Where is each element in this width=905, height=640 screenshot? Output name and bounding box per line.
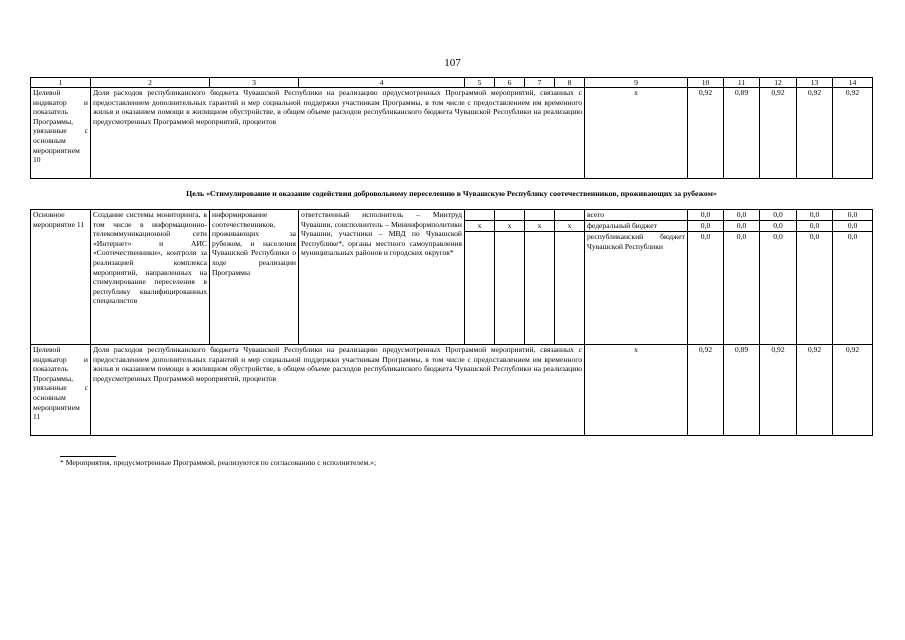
event-purpose: информирование соотечественников, проживающих за рубежом, и населения Чувашской Республики о ходе реализации Программы — [210, 210, 299, 345]
indicator-value: 0,92 — [760, 88, 797, 179]
indicator-value: 0,92 — [760, 345, 797, 436]
event-code: x — [555, 221, 585, 232]
column-number: 14 — [833, 78, 873, 88]
column-number: 2 — [91, 78, 210, 88]
empty-cell — [465, 210, 495, 221]
column-number: 9 — [585, 78, 688, 88]
column-number: 11 — [724, 78, 760, 88]
column-number: 7 — [525, 78, 555, 88]
empty-cell — [495, 232, 525, 345]
event-code: x — [525, 221, 555, 232]
indicator-description: Доля расходов республиканского бюджета Чувашской Республики на реализацию предусмотренных Программой мероприятий, связанных с предоставлением дополнительных гарантий и мер социальной поддержки участникам Программы, в том числе с предоставлением им временного жилья и оказанием помощи в жилищном обустройстве, в общем объеме расходов республиканского бюджета Чувашской Республики на реализацию предусмотренных Программой мероприятий, процентов — [91, 345, 585, 436]
empty-cell — [465, 232, 495, 345]
empty-cell — [555, 210, 585, 221]
funding-value: 0,0 — [760, 221, 797, 232]
program-table — [30, 77, 873, 436]
goal-row — [31, 179, 873, 210]
indicator-code: x — [585, 345, 688, 436]
indicator-row-11 — [31, 345, 873, 436]
funding-source: всего — [585, 210, 688, 221]
footnote: * Мероприятия, предусмотренные Программой, реализуются по согласованию с исполнителем.»; — [60, 458, 377, 467]
footnote-separator — [60, 456, 116, 457]
indicator-value: 0,92 — [797, 88, 833, 179]
indicator-description: Доля расходов республиканского бюджета Чувашской Республики на реализацию предусмотренных Программой мероприятий, связанных с предоставлением дополнительных гарантий и мер социальной поддержки участникам Программы, в том числе с предоставлением им временного жилья и оказанием помощи в жилищном обустройстве, в общем объеме расходов республиканского бюджета Чувашской Республики на реализацию предусмотренных Программой мероприятий, процентов — [91, 88, 585, 179]
indicator-label: Целевой индикатор и показатель Программы, увязанные с основным мероприятием 10 — [31, 88, 91, 179]
funding-value: 0,0 — [797, 232, 833, 345]
event-description: Создание системы мониторинга, в том числе в информационно-телекоммуникационной сети «Интернет» и АИС «Соотечественники», контроля за реализацией комплекса мероприятий, направленных на стимулирование переселения в республику квалифицированных специалистов — [91, 210, 210, 345]
empty-cell — [525, 210, 555, 221]
funding-value: 0,0 — [833, 210, 873, 221]
column-number-row — [31, 78, 873, 88]
event-executor: ответственный исполнитель – Минтруд Чувашии, соисполнитель – Мининформполитики Чувашии, участники – МВД по Чувашской Республике*, органы местного самоуправления муниципальных районов и городских округов* — [299, 210, 465, 345]
column-number: 8 — [555, 78, 585, 88]
indicator-value: 0,92 — [833, 345, 873, 436]
goal-heading: Цель «Стимулирование и оказание содействия добровольному переселению в Чувашскую Республику соотечественников, проживающих за рубежом» — [31, 179, 873, 210]
column-number: 1 — [31, 78, 91, 88]
event-row-total — [31, 210, 873, 221]
indicator-value: 0,92 — [797, 345, 833, 436]
funding-value: 0,0 — [833, 232, 873, 345]
indicator-value: 0,89 — [724, 345, 760, 436]
column-number: 13 — [797, 78, 833, 88]
funding-value: 0,0 — [797, 210, 833, 221]
funding-value: 0,0 — [724, 210, 760, 221]
funding-value: 0,0 — [760, 210, 797, 221]
empty-cell — [495, 210, 525, 221]
indicator-value: 0,92 — [688, 88, 724, 179]
page-number: 107 — [444, 57, 461, 69]
indicator-value: 0,89 — [724, 88, 760, 179]
event-name: Основное мероприятие 11 — [31, 210, 91, 345]
column-number: 12 — [760, 78, 797, 88]
indicator-code: x — [585, 88, 688, 179]
indicator-label: Целевой индикатор и показатель Программы, увязанные с основным мероприятием 11 — [31, 345, 91, 436]
event-code: x — [495, 221, 525, 232]
column-number: 4 — [299, 78, 465, 88]
indicator-row-10 — [31, 88, 873, 179]
column-number: 6 — [495, 78, 525, 88]
funding-value: 0,0 — [724, 232, 760, 345]
funding-value: 0,0 — [833, 221, 873, 232]
funding-value: 0,0 — [688, 232, 724, 345]
empty-cell — [525, 232, 555, 345]
indicator-value: 0,92 — [833, 88, 873, 179]
funding-value: 0,0 — [760, 232, 797, 345]
funding-value: 0,0 — [797, 221, 833, 232]
column-number: 5 — [465, 78, 495, 88]
event-code: x — [465, 221, 495, 232]
funding-source: федеральный бюджет — [585, 221, 688, 232]
funding-source: республиканский бюджет Чувашской Республики — [585, 232, 688, 345]
column-number: 3 — [210, 78, 299, 88]
funding-value: 0,0 — [688, 210, 724, 221]
empty-cell — [555, 232, 585, 345]
funding-value: 0,0 — [724, 221, 760, 232]
column-number: 10 — [688, 78, 724, 88]
funding-value: 0,0 — [688, 221, 724, 232]
indicator-value: 0,92 — [688, 345, 724, 436]
